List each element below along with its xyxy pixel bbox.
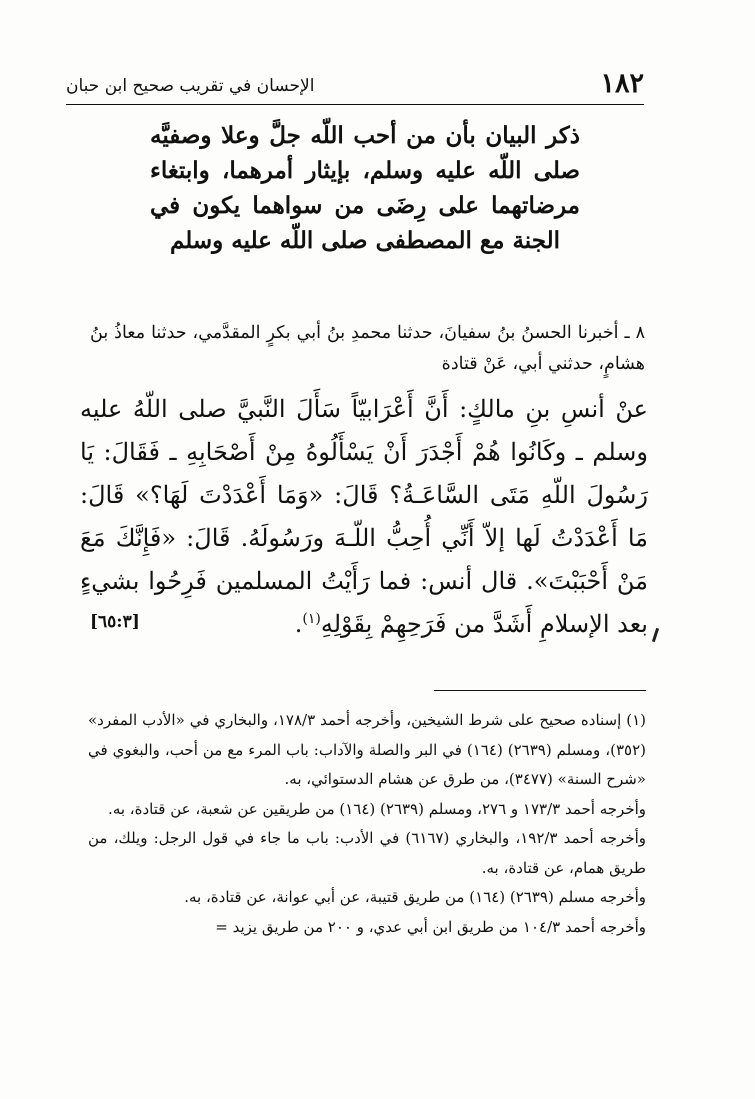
footnote-paragraph: وأخرجه أحمد ١٠٤/٣ من طريق ابن أبي عدي، و ٢٠٠ من طريق يزيد = [215, 917, 646, 936]
page-header [66, 66, 644, 105]
footnote-separator [434, 690, 646, 691]
margin-mark [652, 628, 659, 642]
footnotes [88, 706, 646, 942]
footnote-paragraph: (١) إسناده صحيح على شرط الشيخين، وأخرجه أحمد ١٧٨/٣، والبخاري في «الأدب المفرد» (٣٥٢)، ومسلم (٢٦٣٩) (١٦٤) في البر والصلة والآداب: باب المرء مع من أحب، والبغوي في «شرح السنة» (٣٤٧٧)، من طرق عن هشام الدستوائي، به. [88, 711, 646, 788]
matn-end-punctuation: . [294, 610, 303, 638]
hadith-matn-text: عنْ أنسِ بنِ مالكٍ: أَنَّ أَعْرَابيّاً سَأَلَ النَّبيَّ صلى اللّهُ عليه وسلم ـ وكَانُوا هُمْ أَجْدَرَ أَنْ يَسْأَلُوهُ مِنْ أَصْحَابِهِ ـ فَقَالَ: يَا رَسُولَ اللّهِ مَتَى السَّاعَـةُ؟ قَالَ: «وَمَا أَعْدَدْتَ لَهَا؟» قَالَ: مَا أَعْدَدْتُ لَها إلاّ أَنِّي أُحِبُّ اللّـهَ ورَسُولَهُ. قَالَ: «فَإِنَّكَ مَعَ مَنْ أَحْبَبْتَ». قال أنس: فما رَأَيْتُ المسلمين فَرِحُوا بشيءٍ بعد الإسلامِ أَشَدَّ من فَرَحِهِمْ بِقَوْلِهِ [80, 395, 649, 638]
chapter-heading: ذكر البيان بأن من أحب اللّه جلَّ وعلا وصفيَّه صلى اللّه عليه وسلم، بإيثار أمرهما، وابتغاء مرضاتهما على رِضَى من سواهما يكون في الجنة مع المصطفى صلى اللّه عليه وسلم [150, 122, 580, 254]
hadith-isnad: ٨ ـ أخبرنا الحسنُ بنُ سفيانَ، حدثنا محمدِ بنُ أبي بكرٍ المقدَّمي، حدثنا معاذُ بنُ هشامٍ، حدثني أبي، عَنْ قتادة [90, 323, 645, 374]
footnote-marker[interactable]: (١) [302, 611, 321, 627]
hadith-reference: [٦٥:٣] [90, 612, 140, 632]
running-title: الإحسان في تقريب صحيح ابن حبان [66, 76, 315, 96]
hadith-matn [80, 388, 648, 646]
page-number: ١٨٢ [600, 68, 644, 99]
footnote-paragraph: وأخرجه أحمد ١٧٣/٣ و ٢٧٦، ومسلم (٢٦٣٩) (١٦٤) من طريقين عن شعبة، عن قتادة، به. [108, 799, 646, 818]
footnote-paragraph: وأخرجه أحمد ١٩٢/٣، والبخاري (٦١٦٧) في الأدب: باب ما جاء في قول الرجل: ويلك، من طريق همام، عن قتادة، به. [88, 829, 646, 877]
footnote-paragraph: وأخرجه مسلم (٢٦٣٩) (١٦٤) من طريق قتيبة، عن أبي عوانة، عن قتادة، به. [184, 888, 646, 906]
